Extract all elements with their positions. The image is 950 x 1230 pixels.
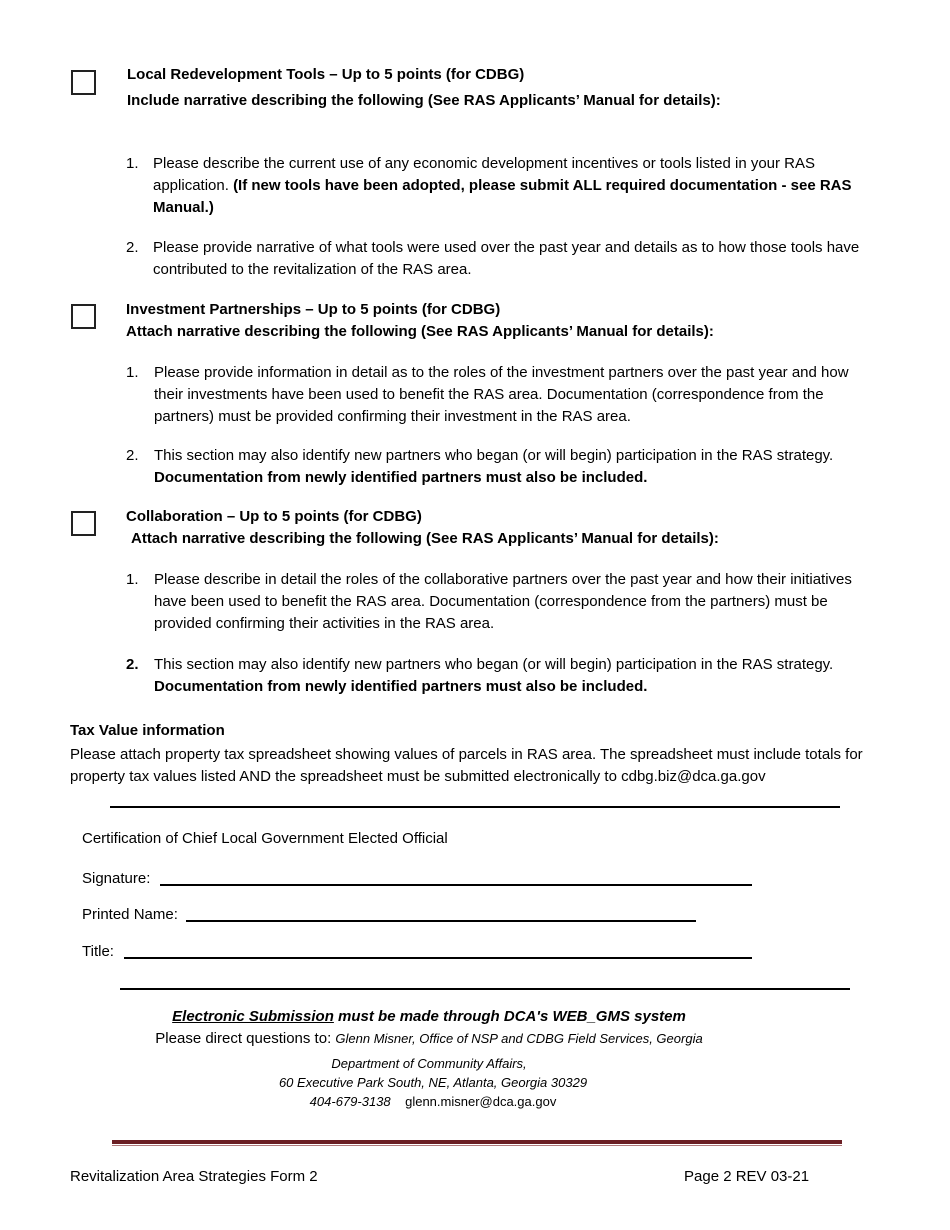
- item-number: 1.: [126, 571, 139, 588]
- signature-label: Signature:: [82, 870, 151, 887]
- footer-page-number: Page 2 REV 03-21: [684, 1168, 810, 1185]
- phone: 404-679-3138: [309, 1094, 391, 1109]
- item-bold-text: Documentation from newly identified partners must also be included.: [154, 469, 648, 486]
- list-item: Please describe in detail the roles of the collaborative partners over the past year and how their initiatives have been used to benefit the RAS area. Documentation (correspondence from the partners) must be provided confirming their activities in the RAS area.: [154, 571, 852, 632]
- list-item: [153, 153, 868, 219]
- title-label: Title:: [82, 943, 114, 960]
- section-title-investment-partnerships: Investment Partnerships – Up to 5 points (for CDBG): [126, 301, 501, 318]
- section-instruction-local-redevelopment: Include narrative describing the following (See RAS Applicants’ Manual for details):: [127, 92, 721, 109]
- collaboration-checkbox[interactable]: [71, 511, 96, 536]
- list-item: [154, 654, 874, 698]
- footer-divider-dark: [112, 1140, 842, 1144]
- section-title-local-redevelopment: Local Redevelopment Tools – Up to 5 points (for CDBG): [127, 66, 525, 83]
- address: 60 Executive Park South, NE, Atlanta, Georgia 30329: [278, 1075, 588, 1090]
- signature-field[interactable]: [160, 884, 752, 887]
- item-bold-text: (If new tools have been adopted, please submit ALL required documentation - see RAS Manual.): [153, 177, 852, 216]
- divider: [120, 988, 850, 990]
- submission-method-text: must be made through DCA's WEB_GMS system: [333, 1008, 686, 1025]
- item-text: This section may also identify new partners who began (or will begin) participation in the RAS strategy.: [154, 447, 834, 464]
- item-text: This section may also identify new partners who began (or will begin) participation in the RAS strategy.: [154, 656, 834, 673]
- item-bold-text: Documentation from newly identified partners must also be included.: [154, 678, 648, 695]
- tax-value-body: Please attach property tax spreadsheet showing values of parcels in RAS area. The spreadsheet must include totals for property tax values listed AND the spreadsheet must be submitted electronically to cdbg.biz@dca.ga.gov: [70, 746, 863, 785]
- title-field[interactable]: [124, 957, 752, 960]
- department: Department of Community Affairs,: [331, 1056, 527, 1071]
- list-item: Please provide information in detail as to the roles of the investment partners over the past year and how their investments have been used to benefit the RAS area. Documentation (correspondence from the partners) must be provided confirming their investment in the RAS area.: [154, 364, 849, 425]
- submission-heading: [0, 1006, 858, 1028]
- contact-name: Glenn Misner, Office of NSP and CDBG Field Services, Georgia: [335, 1031, 703, 1046]
- questions-line: [0, 1028, 858, 1050]
- item-number: 1.: [126, 155, 139, 172]
- tax-value-title: Tax Value information: [70, 722, 225, 739]
- divider: [110, 806, 840, 808]
- item-number: 2.: [126, 656, 139, 673]
- printed-name-label: Printed Name:: [82, 906, 178, 923]
- electronic-submission-text: Electronic Submission: [172, 1008, 334, 1025]
- item-number: 1.: [126, 364, 139, 381]
- list-item: Please provide narrative of what tools were used over the past year and details as to how those tools have contributed to the revitalization of the RAS area.: [153, 239, 860, 278]
- item-text: Please describe the current use of any economic development incentives or tools listed in your RAS application.: [153, 155, 816, 194]
- item-number: 2.: [126, 239, 139, 256]
- footer-divider-light: [112, 1145, 842, 1146]
- list-item: [154, 445, 874, 489]
- section-title-collaboration: Collaboration – Up to 5 points (for CDBG): [126, 508, 422, 525]
- item-number: 2.: [126, 447, 139, 464]
- questions-prefix: Please direct questions to:: [155, 1030, 336, 1047]
- footer-form-name: Revitalization Area Strategies Form 2: [70, 1168, 318, 1185]
- investment-partnerships-checkbox[interactable]: [71, 304, 96, 329]
- printed-name-field[interactable]: [186, 920, 696, 923]
- local-redevelopment-checkbox[interactable]: [71, 70, 96, 95]
- certification-title: Certification of Chief Local Government Elected Official: [82, 830, 448, 847]
- contact-info: [0, 1092, 866, 1111]
- section-instruction-investment-partnerships: Attach narrative describing the following (See RAS Applicants’ Manual for details):: [126, 323, 714, 340]
- email-link[interactable]: glenn.misner@dca.ga.gov: [405, 1094, 557, 1109]
- section-instruction-collaboration: Attach narrative describing the following (See RAS Applicants’ Manual for details):: [131, 530, 719, 547]
